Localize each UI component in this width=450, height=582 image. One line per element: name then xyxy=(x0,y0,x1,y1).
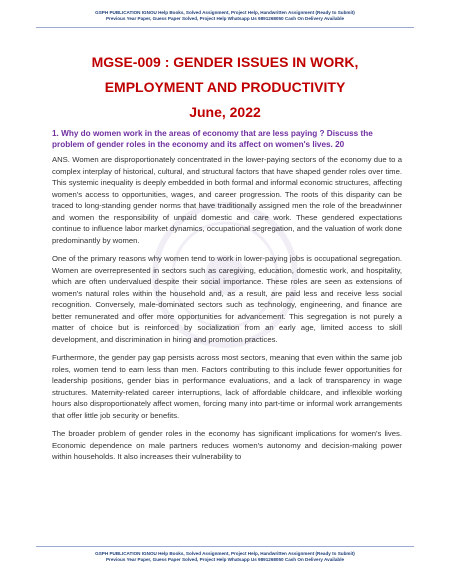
exam-date: June, 2022 xyxy=(189,104,261,120)
header-line-1: GSPH PUBLICATION IGNOU Help Books, Solved Assignment, Project Help, Handwritten Assignment (Ready to Submit) xyxy=(95,10,355,15)
answer-body xyxy=(52,154,402,470)
header-divider xyxy=(36,27,414,28)
footer-divider xyxy=(36,546,414,547)
page-header xyxy=(40,10,410,22)
answer-paragraph-2: One of the primary reasons why women tend to work in lower-paying jobs is occupational segregation. Women are overrepresented in sectors such as caregiving, education, domestic work, and hospitality, which are often undervalued despite their social importance. These roles are seen as extensions of women's natural roles within the household and, as a result, are paid less and receive less social recognition. Conversely, male-dominated sectors such as technology, engineering, and finance are better remunerated and offer more opportunities for advancement. This segregation is not purely a matter of choice but is reinforced by socialization from an early age, limited access to skill development, and discrimination in hiring and promotion practices. xyxy=(52,254,402,344)
page-title-line-1: MGSE-009 : GENDER ISSUES IN WORK, xyxy=(91,54,359,70)
page-footer xyxy=(40,551,410,563)
header-line-2: Previous Year Paper, Guess Paper Solved, Project Help Whatsapp Us 9891268050 Cash On Delivery Available xyxy=(105,16,345,21)
footer-line-1: GSPH PUBLICATION IGNOU Help Books, Solved Assignment, Project Help, Handwritten Assignment (Ready to Submit) xyxy=(95,551,355,556)
page-title-line-2: EMPLOYMENT AND PRODUCTIVITY xyxy=(104,79,346,95)
question-text: 1. Why do women work in the areas of economy that are less paying ? Discuss the problem of gender roles in the economy and its affect on women's lives. 20 xyxy=(52,129,373,149)
answer-paragraph-1: ANS. Women are disproportionately concentrated in the lower-paying sectors of the economy due to a complex interplay of historical, cultural, and structural factors that have shaped gender roles over time. This systemic inequality is deeply embedded in both formal and informal economic structures, affecting women's access to opportunities, wages, and career progression. The roots of this disparity can be traced to long-standing gender norms that have traditionally assigned men the role of the breadwinner and women the responsibility of unpaid domestic and care work. These gendered expectations continue to influence labor market dynamics, occupational segregation, and the valuation of work done predominantly by women. xyxy=(52,155,402,245)
footer-line-2: Previous Year Paper, Guess Paper Solved, Project Help Whatsapp Us 9891268050 Cash On Delivery Available xyxy=(105,557,345,562)
answer-paragraph-3: Furthermore, the gender pay gap persists across most sectors, meaning that even within the same job roles, women tend to earn less than men. Factors contributing to this include fewer opportunities for leadership positions, gender bias in performance evaluations, and a lack of transparency in wage structures. Maternity-related career interruptions, lack of affordable childcare, and inflexible working hours also disproportionately affect women, forcing many into part-time or informal work arrangements that offer little job security or benefits. xyxy=(52,353,402,420)
answer-paragraph-4: The broader problem of gender roles in the economy has significant implications for women's lives. Economic dependence on male partners reduces women's autonomy and decision-making power within households. It also increases their vulnerability to xyxy=(52,429,402,461)
